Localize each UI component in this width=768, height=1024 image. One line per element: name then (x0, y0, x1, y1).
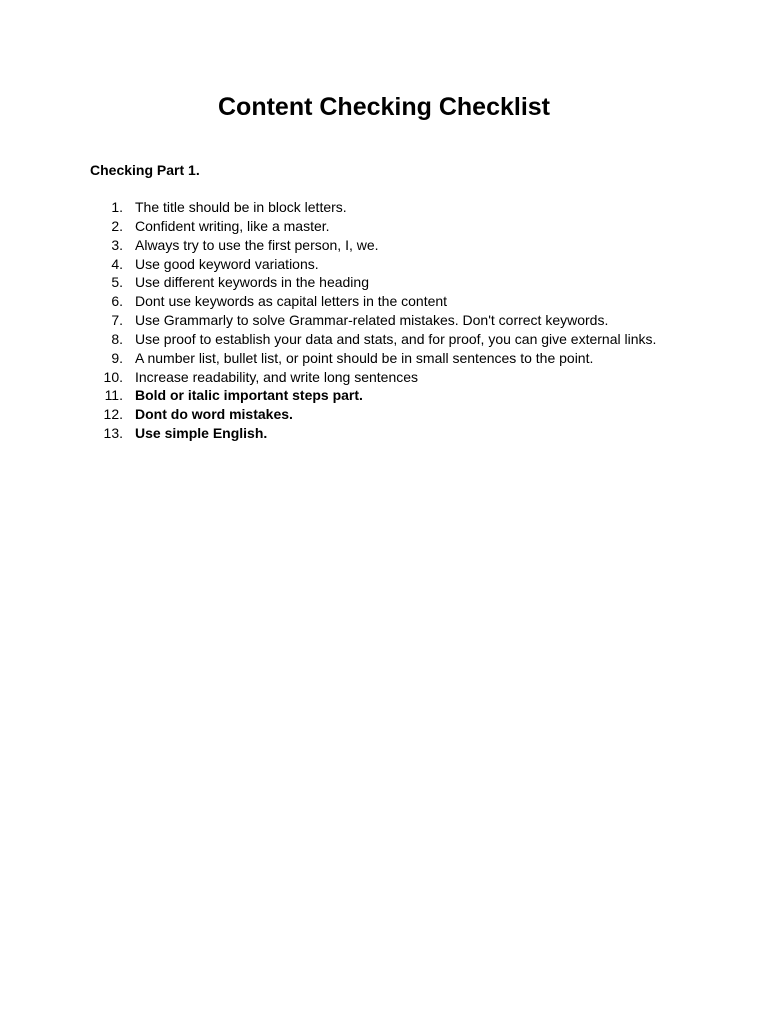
list-item-text: Use simple English. (135, 425, 268, 442)
list-item-text: Use different keywords in the heading (135, 274, 369, 291)
list-item (90, 368, 730, 387)
list-item-text: Dont do word mistakes. (135, 406, 293, 423)
list-item (90, 311, 730, 330)
list-item-text: Use good keyword variations. (135, 255, 319, 272)
list-item (90, 330, 730, 349)
list-item-text: The title should be in block letters. (135, 199, 347, 215)
list-item-number: 3. (111, 236, 123, 253)
list-item-text: Confident writing, like a master. (135, 217, 330, 234)
list-item-number: 10. (103, 368, 123, 385)
list-item-number: 5. (111, 274, 123, 291)
list-item (90, 198, 730, 217)
list-item (90, 292, 730, 311)
list-item (90, 405, 730, 424)
list-item-text: Always try to use the first person, I, we. (135, 236, 379, 253)
list-item-number: 6. (111, 293, 123, 310)
list-item (90, 217, 730, 236)
checklist (90, 198, 730, 443)
list-item-number: 12. (103, 406, 123, 423)
list-item (90, 424, 730, 443)
document-title: Content Checking Checklist (218, 93, 550, 121)
list-item-number: 1. (111, 199, 123, 215)
list-item-number: 2. (111, 217, 123, 234)
list-item (90, 386, 730, 405)
list-item-text: Use Grammarly to solve Grammar-related mistakes. Don't correct keywords. (135, 312, 609, 329)
list-item-number: 8. (111, 330, 123, 347)
list-item-text: Use proof to establish your data and stats, and for proof, you can give external links. (135, 330, 657, 347)
list-item-text: A number list, bullet list, or point should be in small sentences to the point. (135, 349, 594, 366)
list-item (90, 273, 730, 292)
list-item-number: 9. (111, 349, 123, 366)
list-item-text: Increase readability, and write long sentences (135, 368, 419, 385)
list-item-text: Dont use keywords as capital letters in the content (135, 293, 448, 310)
list-item-number: 4. (111, 255, 123, 272)
list-item-text: Bold or italic important steps part. (135, 387, 363, 404)
list-item-number: 7. (111, 312, 123, 329)
list-item (90, 255, 730, 274)
list-item-number: 11. (104, 387, 123, 404)
list-item (90, 236, 730, 255)
list-item-number: 13. (103, 425, 123, 442)
section-heading: Checking Part 1. (90, 162, 200, 178)
list-item (90, 349, 730, 368)
